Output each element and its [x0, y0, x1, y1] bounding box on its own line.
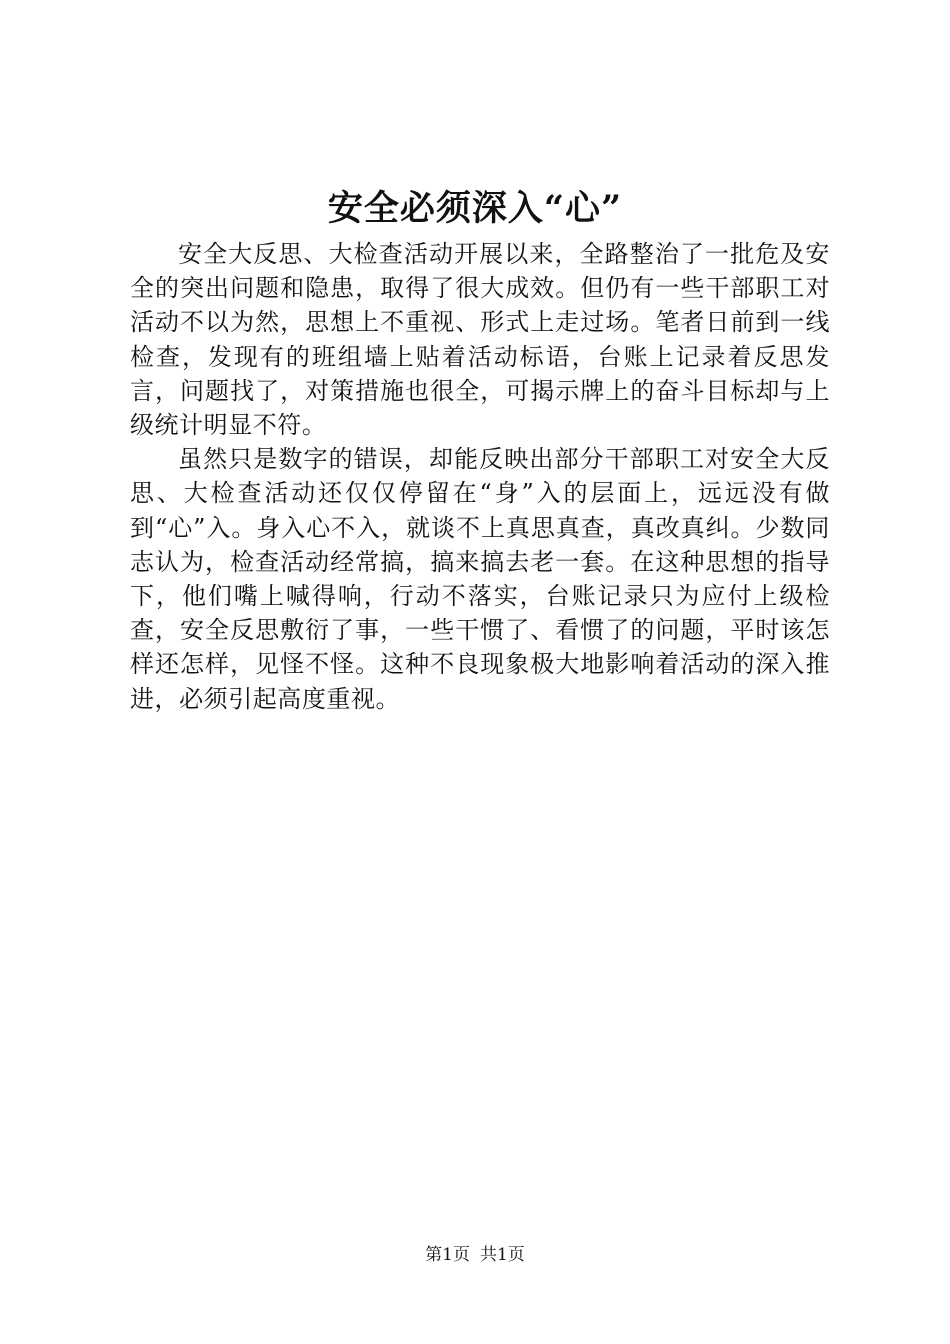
page-number: 第1页 [425, 1245, 470, 1265]
paragraph-1: 安全大反思、大检查活动开展以来，全路整治了一批危及安全的突出问题和隐患，取得了很大成效。但仍有一些干部职工对活动不以为然，思想上不重视、形式上走过场。笔者日前到一线检查，发现有的班组墙上贴着活动标语，台账上记录着反思发言，问题找了，对策措施也很全，可揭示牌上的奋斗目标却与上级统计明显不符。 [130, 240, 830, 440]
paragraph-2: 虽然只是数字的错误，却能反映出部分干部职工对安全大反思、大检查活动还仅仅停留在“身”入的层面上，远远没有做到“心”入。身入心不入，就谈不上真思真查，真改真纠。少数同志认为，检查活动经常搞，搞来搞去老一套。在这种思想的指导下，他们嘴上喊得响，行动不落实，台账记录只为应付上级检查，安全反思敷衍了事，一些干惯了、看惯了的问题，平时该怎样还怎样，见怪不怪。这种不良现象极大地影响着活动的深入推进，必须引起高度重视。 [130, 445, 830, 713]
document-title: 安全必须深入“心” [327, 188, 623, 229]
page-total: 共1页 [480, 1245, 525, 1265]
document-body [130, 237, 830, 716]
page-footer [0, 1243, 950, 1267]
